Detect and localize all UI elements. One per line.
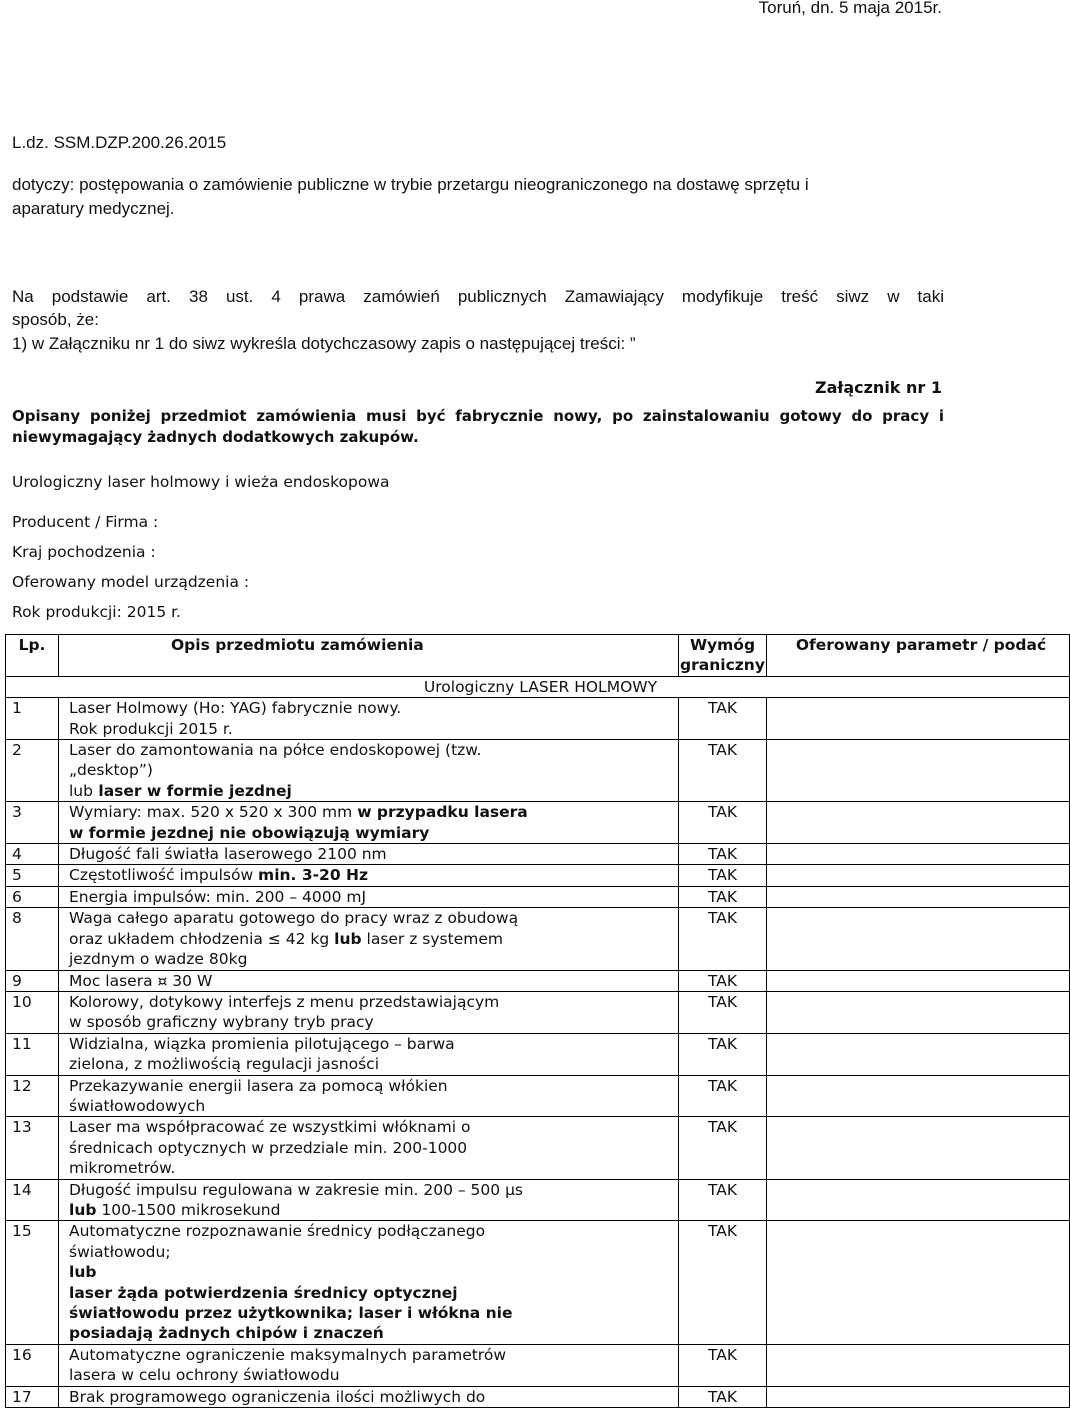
description-bold: w przypadku lasera <box>357 803 528 822</box>
description-bold: światłowodu przez użytkownika; laser i włókna nie <box>69 1304 513 1322</box>
description-line: mikrometrów. <box>69 1159 176 1178</box>
row-offered-input[interactable] <box>767 698 1070 740</box>
header-offered: Oferowany parametr / podać <box>767 635 1070 677</box>
field-production-year: Rok produkcji: 2015 r. <box>12 603 181 621</box>
row-offered-input[interactable] <box>767 1179 1070 1221</box>
row-offered-input[interactable] <box>767 886 1070 907</box>
row-description <box>59 865 679 886</box>
row-required: TAK <box>679 991 767 1033</box>
description-line: Laser ma współpracować ze wszystkimi włóknami o <box>69 1118 471 1137</box>
row-offered-input[interactable] <box>767 1117 1070 1179</box>
row-description <box>59 1075 679 1117</box>
table-row <box>6 1179 1070 1221</box>
description-line: jezdnym o wadze 80kg <box>69 950 248 969</box>
row-offered-input[interactable] <box>767 802 1070 844</box>
description-bold: lub <box>334 929 362 948</box>
intro-line-2: sposób, że: <box>12 310 99 329</box>
row-number: 14 <box>6 1179 59 1221</box>
row-description <box>59 1033 679 1075</box>
row-number: 3 <box>6 802 59 844</box>
table-row <box>6 1117 1070 1179</box>
row-number: 4 <box>6 844 59 865</box>
subject-line-2: aparatury medycznej. <box>12 199 175 218</box>
section-row <box>6 676 1070 697</box>
description-bold: laser w formie jezdnej <box>92 781 292 800</box>
annex-note-line-2: niewymagający żadnych dodatkowych zakupów. <box>12 428 419 446</box>
row-number: 5 <box>6 865 59 886</box>
field-country-of-origin: Kraj pochodzenia : <box>12 543 156 561</box>
row-required: TAK <box>679 1221 767 1344</box>
header-description: Opis przedmiotu zamówienia <box>59 635 679 677</box>
description-bold: laser żąda potwierdzenia średnicy optycznej <box>69 1283 458 1302</box>
description-line: Częstotliwość impulsów min. 3-20 Hz <box>69 866 369 885</box>
row-number: 12 <box>6 1075 59 1117</box>
subject-line-1: dotyczy: postępowania o zamówienie publiczne w trybie przetargu nieograniczonego na dostawę sprzętu i <box>12 175 809 194</box>
table-row <box>6 1033 1070 1075</box>
section-heading: Urologiczny laser holmowy i wieża endoskopowa <box>12 473 390 491</box>
intro-line-1: Na podstawie art. 38 ust. 4 prawa zamówień publicznych Zamawiający modyfikuje treść siwz w taki <box>12 287 944 306</box>
row-number: 15 <box>6 1221 59 1344</box>
field-offered-model: Oferowany model urządzenia : <box>12 573 250 591</box>
row-offered-input[interactable] <box>767 865 1070 886</box>
description-line: Wymiary: max. 520 x 520 x 300 mm w przypadku lasera <box>69 803 528 822</box>
row-offered-input[interactable] <box>767 1221 1070 1344</box>
row-offered-input[interactable] <box>767 1386 1070 1407</box>
section-title: Urologiczny LASER HOLMOWY <box>6 676 1070 697</box>
row-required: TAK <box>679 698 767 740</box>
row-required: TAK <box>679 1033 767 1075</box>
row-offered-input[interactable] <box>767 1033 1070 1075</box>
description-line: Kolorowy, dotykowy interfejs z menu przedstawiającym <box>69 992 500 1011</box>
table-row <box>6 844 1070 865</box>
row-description <box>59 1221 679 1344</box>
table-row <box>6 802 1070 844</box>
annex-note-line-1: Opisany poniżej przedmiot zamówienia musi być fabrycznie nowy, po zainstalowaniu gotowy do pracy i <box>12 407 944 425</box>
description-bold: lub <box>69 1200 97 1219</box>
description-line: Długość impulsu regulowana w zakresie min. 200 – 500 µs <box>69 1180 524 1199</box>
row-number: 13 <box>6 1117 59 1179</box>
description-line: Moc lasera ¤ 30 W <box>69 971 213 990</box>
row-description <box>59 908 679 970</box>
row-required: TAK <box>679 844 767 865</box>
table-row <box>6 1386 1070 1407</box>
row-number: 10 <box>6 991 59 1033</box>
description-bold: posiadają żadnych chipów i znaczeń <box>69 1324 384 1343</box>
row-offered-input[interactable] <box>767 1344 1070 1386</box>
row-description <box>59 802 679 844</box>
table-row <box>6 740 1070 802</box>
table-header-row <box>6 635 1070 677</box>
description-line: Długość fali światła laserowego 2100 nm <box>69 845 387 864</box>
row-number: 11 <box>6 1033 59 1075</box>
description-line: w sposób graficzny wybrany tryb pracy <box>69 1013 374 1032</box>
row-description <box>59 991 679 1033</box>
row-required: TAK <box>679 908 767 970</box>
description-line: Przekazywanie energii lasera za pomocą włókien <box>69 1076 448 1095</box>
reference-number: L.dz. SSM.DZP.200.26.2015 <box>12 133 227 152</box>
description-bold: lub <box>69 1263 97 1282</box>
row-description <box>59 886 679 907</box>
row-required: TAK <box>679 802 767 844</box>
row-number: 17 <box>6 1386 59 1407</box>
header-lp: Lp. <box>6 635 59 677</box>
row-required: TAK <box>679 886 767 907</box>
description-line: oraz układem chłodzenia ≤ 42 kg lub laser z systemem <box>69 929 503 948</box>
row-offered-input[interactable] <box>767 740 1070 802</box>
description-line: lub laser w formie jezdnej <box>69 781 292 800</box>
description-line: Widzialna, wiązka promienia pilotującego – barwa <box>69 1034 455 1053</box>
row-description <box>59 698 679 740</box>
header-required <box>679 635 767 677</box>
place-date: Toruń, dn. 5 maja 2015r. <box>758 0 942 17</box>
description-line: lub 100-1500 mikrosekund <box>69 1200 281 1219</box>
row-number: 6 <box>6 886 59 907</box>
table-row <box>6 865 1070 886</box>
row-required: TAK <box>679 970 767 991</box>
row-description <box>59 1386 679 1407</box>
row-number: 8 <box>6 908 59 970</box>
row-description <box>59 1344 679 1386</box>
row-number: 1 <box>6 698 59 740</box>
row-offered-input[interactable] <box>767 970 1070 991</box>
row-description <box>59 970 679 991</box>
row-required: TAK <box>679 1117 767 1179</box>
description-line: Waga całego aparatu gotowego do pracy wraz z obudową <box>69 909 519 928</box>
description-line: Laser Holmowy (Ho: YAG) fabrycznie nowy. <box>69 699 402 718</box>
header-required-line-1: Wymóg <box>689 636 756 654</box>
description-line: Laser do zamontowania na półce endoskopowej (tzw. <box>69 741 482 760</box>
row-required: TAK <box>679 1386 767 1407</box>
description-line: średnicach optycznych w przedziale min. 200-1000 <box>69 1138 468 1157</box>
row-required: TAK <box>679 740 767 802</box>
row-number: 16 <box>6 1344 59 1386</box>
description-line: „desktop”) <box>69 761 153 780</box>
row-required: TAK <box>679 1075 767 1117</box>
annex-title: Załącznik nr 1 <box>815 378 942 397</box>
row-description <box>59 844 679 865</box>
description-line: zielona, z możliwością regulacji jasności <box>69 1055 380 1074</box>
row-number: 9 <box>6 970 59 991</box>
description-line <box>69 1303 678 1323</box>
row-offered-input[interactable] <box>767 844 1070 865</box>
header-required-line-2: graniczny <box>680 656 765 675</box>
description-line <box>69 823 678 843</box>
description-bold: min. 3-20 Hz <box>258 866 369 885</box>
description-line: Energia impulsów: min. 200 – 4000 mJ <box>69 887 367 906</box>
description-line <box>69 1283 678 1303</box>
table-row <box>6 1075 1070 1117</box>
row-number: 2 <box>6 740 59 802</box>
row-description <box>59 1179 679 1221</box>
description-line: lasera w celu ochrony światłowodu <box>69 1366 340 1385</box>
description-line <box>69 1323 678 1343</box>
field-manufacturer: Producent / Firma : <box>12 513 159 531</box>
table-row <box>6 1221 1070 1344</box>
row-description <box>59 1117 679 1179</box>
row-offered-input[interactable] <box>767 991 1070 1033</box>
table-row <box>6 970 1070 991</box>
description-line: światłowodu; <box>69 1242 171 1261</box>
row-required: TAK <box>679 1179 767 1221</box>
description-line <box>69 1262 678 1282</box>
description-line: Rok produkcji 2015 r. <box>69 719 233 738</box>
description-line: Automatyczne rozpoznawanie średnicy podłączanego <box>69 1222 486 1241</box>
table-row <box>6 991 1070 1033</box>
row-required: TAK <box>679 1344 767 1386</box>
description-line: Brak programowego ograniczenia ilości możliwych do <box>69 1387 486 1406</box>
row-offered-input[interactable] <box>767 908 1070 970</box>
table-row <box>6 1344 1070 1386</box>
description-line: Automatyczne ograniczenie maksymalnych parametrów <box>69 1345 506 1364</box>
specification-table <box>5 634 1070 1408</box>
row-required: TAK <box>679 865 767 886</box>
intro-line-3: 1) w Załączniku nr 1 do siwz wykreśla dotychczasowy zapis o następującej treści: ” <box>12 334 636 353</box>
description-bold: w formie jezdnej nie obowiązują wymiary <box>69 823 430 842</box>
table-row <box>6 908 1070 970</box>
table-row <box>6 698 1070 740</box>
table-row <box>6 886 1070 907</box>
description-line: światłowodowych <box>69 1096 206 1115</box>
row-offered-input[interactable] <box>767 1075 1070 1117</box>
row-description <box>59 740 679 802</box>
